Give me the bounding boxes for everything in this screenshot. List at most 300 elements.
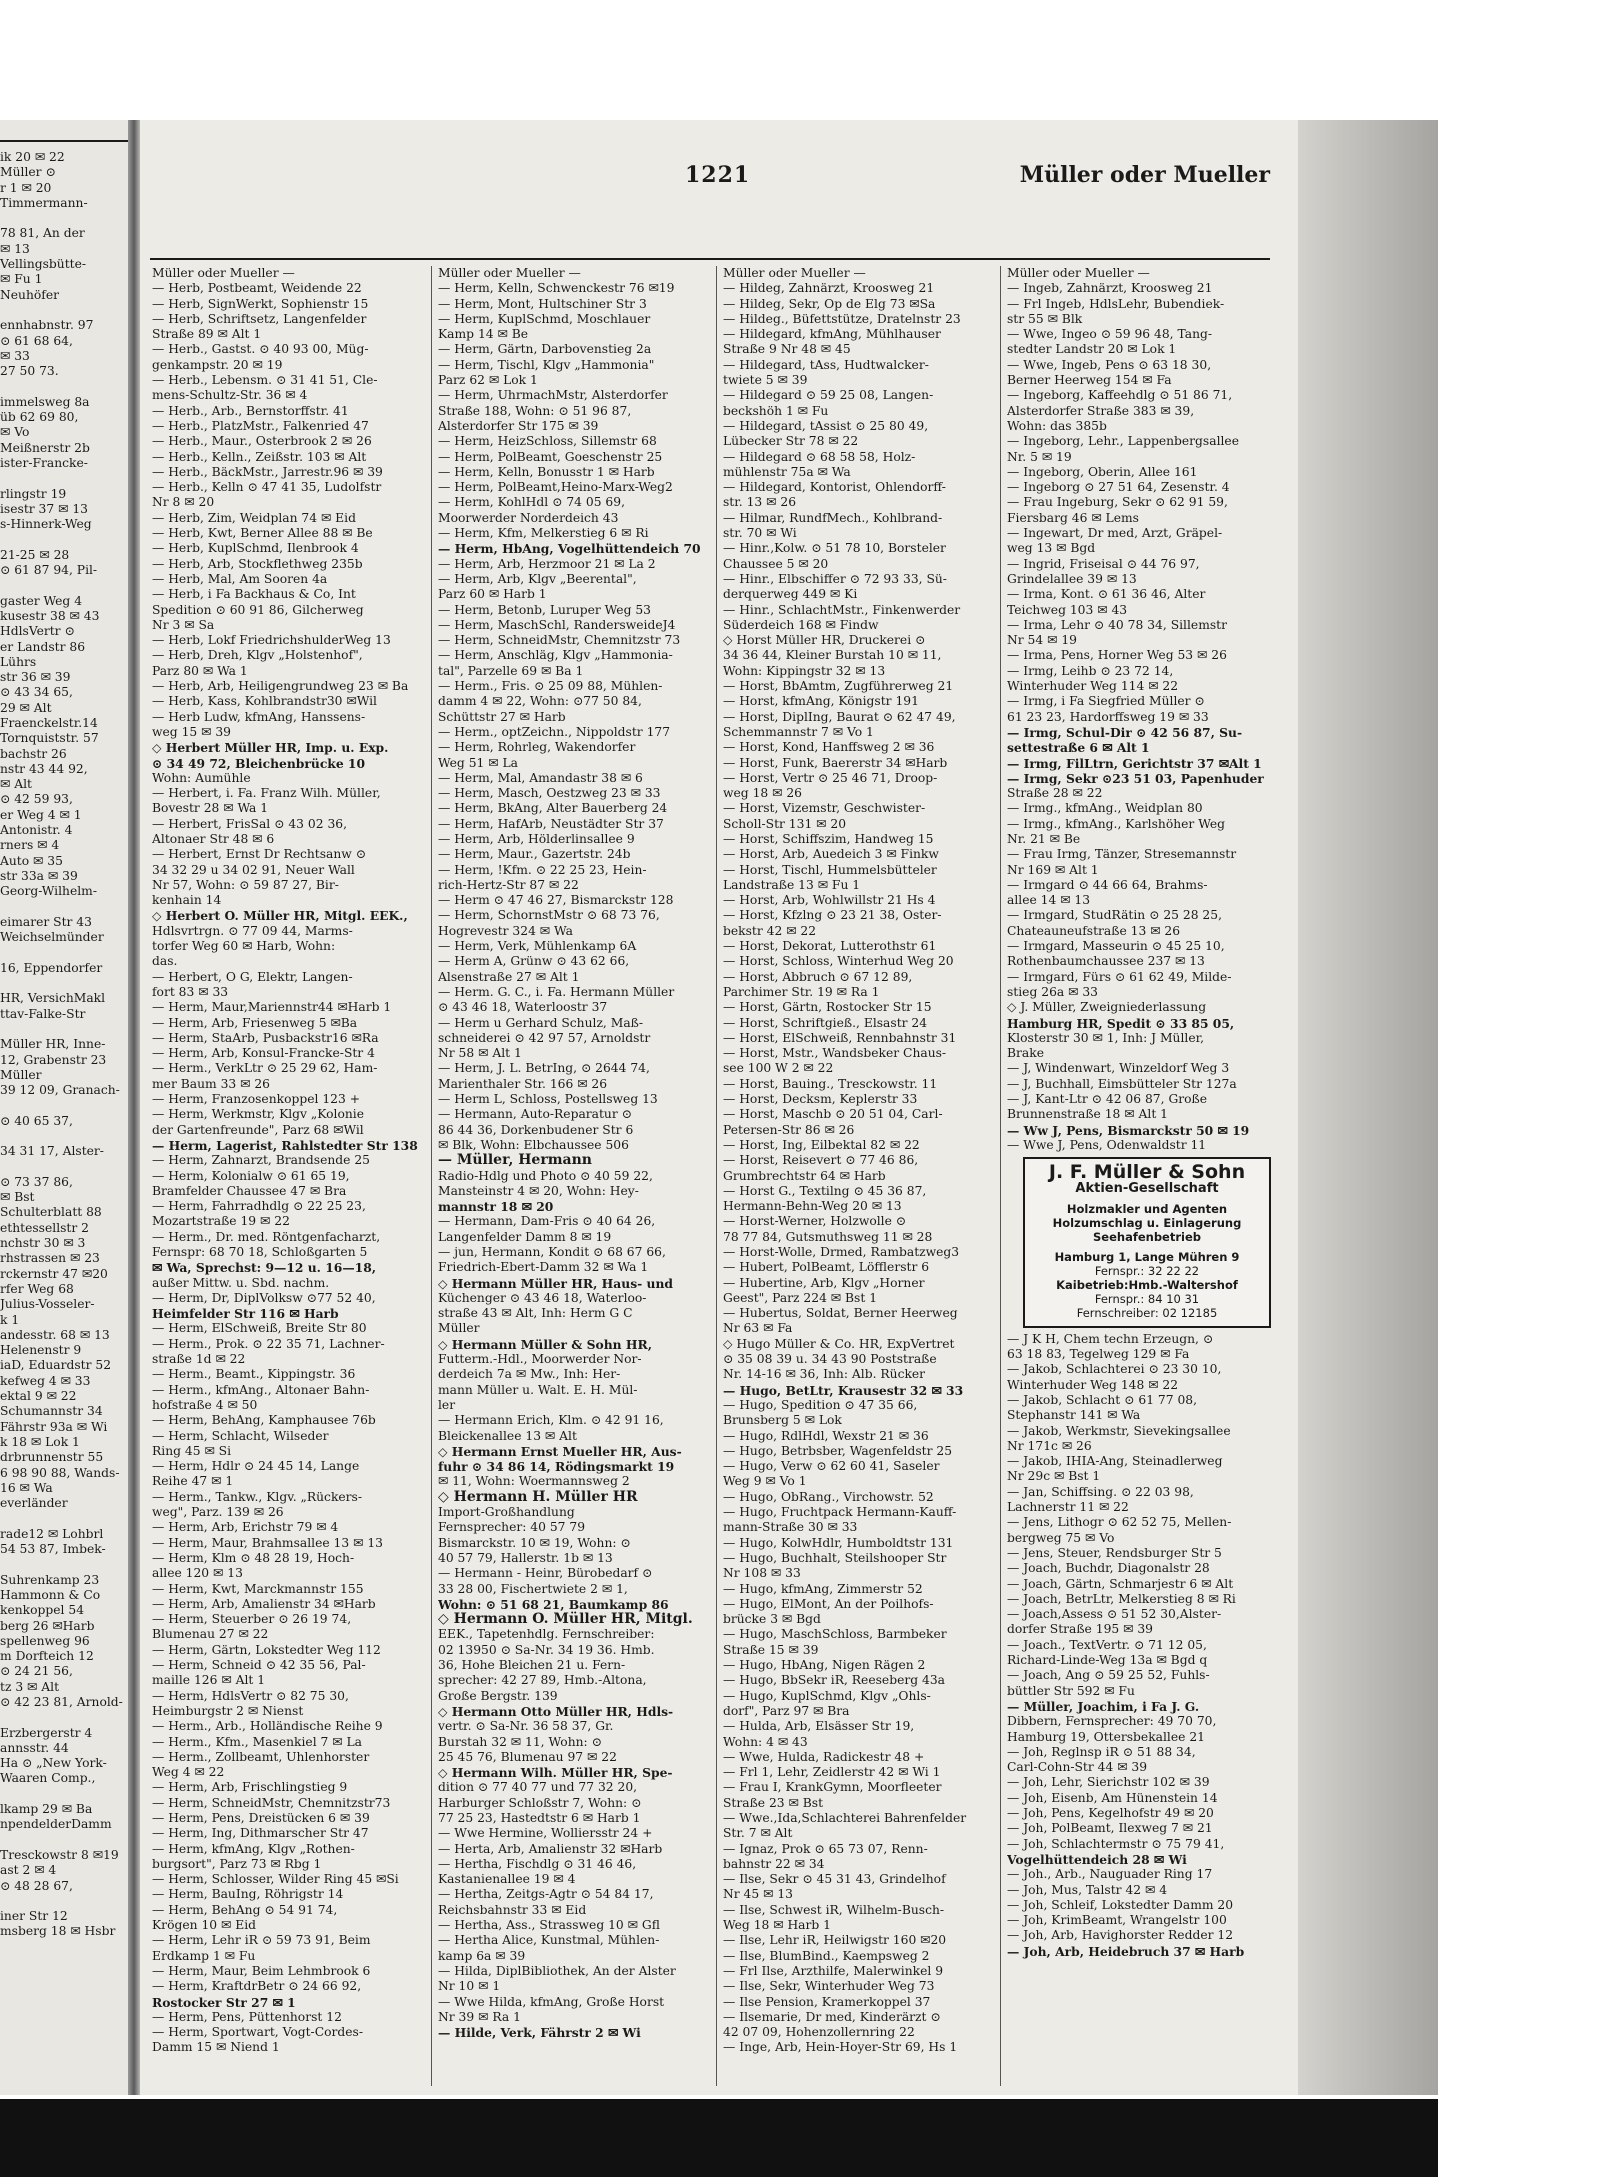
directory-entry-line: — Horst, kfmAng, Königstr 191 xyxy=(723,694,919,709)
facing-page-line: drbrunnenstr 55 xyxy=(0,1450,104,1465)
directory-entry-line: — Horst, ElSchweiß, Rennbahnstr 31 xyxy=(723,1030,957,1045)
directory-entry-line: Nr 58 ✉ Alt 1 xyxy=(438,1046,522,1061)
directory-entry-line: Straße 188, Wohn: ⊙ 51 96 87, xyxy=(438,403,632,418)
facing-page-line xyxy=(0,1511,128,1526)
directory-entry-line: — Herm, Betonb, Luruper Weg 53 xyxy=(438,602,651,617)
directory-entry-line: — Herm., Prok. ⊙ 22 35 71, Lachner- xyxy=(152,1336,385,1351)
column-divider xyxy=(1000,266,1001,2086)
directory-entry-line: — Horst, Tischl, Hummelsbütteler xyxy=(723,862,937,877)
directory-entry-line: — Müller, Joachim, i Fa J. G. xyxy=(1007,1698,1200,1714)
directory-entry-line: Chateauneufstraße 13 ✉ 26 xyxy=(1007,923,1181,938)
directory-entry-line: — Herm, !Kfm. ⊙ 22 25 23, Hein- xyxy=(438,862,647,877)
facing-page-line: ektal 9 ✉ 22 xyxy=(0,1389,77,1404)
directory-entry-line: — Herm, Tischl, Klgv „Hammonia" xyxy=(438,357,655,372)
directory-entry-line: settestraße 6 ✉ Alt 1 xyxy=(1007,740,1150,756)
directory-entry-line: — Herm., Arb., Holländische Reihe 9 xyxy=(152,1719,383,1734)
directory-entry-line: torfer Weg 60 ✉ Harb, Wohn: xyxy=(152,939,336,954)
directory-entry-line: straße 1d ✉ 22 xyxy=(152,1352,246,1367)
directory-entry-line: — Herb, Kass, Kohlbrandstr30 ✉Wil xyxy=(152,694,377,709)
directory-entry-line: Alsterdorfer Str 175 ✉ 39 xyxy=(438,418,599,433)
directory-entry-line: Krögen 10 ✉ Eid xyxy=(152,1918,256,1933)
directory-entry-line: Nr 45 ✉ 13 xyxy=(723,1887,793,1902)
directory-entry-line: — Irmg., kfmAng., Weidplan 80 xyxy=(1007,801,1203,816)
facing-page-line: r 1 ✉ 20 xyxy=(0,180,52,195)
directory-entry-line: — Hildegard, tAss, Hudtwalcker- xyxy=(723,357,929,372)
directory-entry-line: 61 23 23, Hardorffsweg 19 ✉ 33 xyxy=(1007,709,1209,724)
facing-page-line: ⊙ 48 28 67, xyxy=(0,1878,73,1893)
directory-entry-line: — Herm, UhrmachMstr, Alsterdorfer xyxy=(438,388,668,403)
directory-entry-line: Brake xyxy=(1007,1046,1044,1061)
directory-entry-line: — Herb., Maur., Osterbrook 2 ✉ 26 xyxy=(152,434,372,449)
directory-entry-line: — Herm, Anschläg, Klgv „Hammonia- xyxy=(438,648,673,663)
directory-entry-line: Nr. 5 ✉ 19 xyxy=(1007,449,1072,464)
facing-page-line: Auto ✉ 35 xyxy=(0,853,63,868)
directory-entry-line: — Hildegard, Kontorist, Ohlendorff- xyxy=(723,480,946,495)
directory-entry-line: ◇ Hermann H. Müller HR xyxy=(438,1488,638,1505)
directory-entry-line: Nr 171c ✉ 26 xyxy=(1007,1438,1092,1453)
directory-entry-line: — Horst-Wolle, Drmed, Rambatzweg3 xyxy=(723,1245,960,1259)
directory-entry-line: — Herb, Zim, Weidplan 74 ✉ Eid xyxy=(152,510,356,525)
directory-entry-line: Weg 51 ✉ La xyxy=(438,755,518,770)
directory-entry-line: — Herm, Rohrleg, Wakendorfer xyxy=(438,740,636,755)
facing-page-line: s-Hinnerk-Weg xyxy=(0,517,92,532)
facing-page-line: ✉ Vo xyxy=(0,425,30,440)
directory-entry-line: Reihe 47 ✉ 1 xyxy=(152,1474,234,1489)
directory-entry-line: — Herm, Kelln, Schwenckestr 76 ✉19 xyxy=(438,281,675,296)
directory-entry-line: — Herm u Gerhard Schulz, Maß- xyxy=(438,1015,644,1030)
directory-entry-line: — Herm, Kolonialw ⊙ 61 65 19, xyxy=(152,1168,350,1183)
directory-entry-line: ✉ 11, Wohn: Woermannsweg 2 xyxy=(438,1474,630,1489)
ad-telex: Fernschreiber: 02 12185 xyxy=(1076,1305,1218,1320)
facing-page-line: immelsweg 8a xyxy=(0,394,90,409)
directory-entry-line: Wohn: 4 ✉ 43 xyxy=(723,1734,808,1749)
directory-entry-line: Hermann-Behn-Weg 20 ✉ 13 xyxy=(723,1199,902,1214)
facing-page-line: 54 53 87, Imbek- xyxy=(0,1542,106,1557)
directory-entry-line: — Hugo, BbSekr iR, Reeseberg 43a xyxy=(723,1673,945,1688)
directory-entry-line: Erdkamp 1 ✉ Fu xyxy=(152,1948,256,1963)
directory-entry-line: ⊙ 35 08 39 u. 34 43 90 Poststraße xyxy=(723,1352,937,1367)
directory-entry-line: das. xyxy=(152,954,178,969)
facing-page-line: Antonistr. 4 xyxy=(0,823,73,838)
directory-entry-line: — Horst, Schiffszim, Handweg 15 xyxy=(723,831,934,846)
directory-entry-line: — Horst-Werner, Holzwolle ⊙ xyxy=(723,1214,907,1229)
facing-page-line: ister-Francke- xyxy=(0,455,88,470)
directory-entry-line: — Horst, Kond, Hanffsweg 2 ✉ 36 xyxy=(723,740,935,755)
directory-entry-line: — Hildegard, tAssist ⊙ 25 80 49, xyxy=(723,418,929,433)
directory-entry-line: Altonaer Str 48 ✉ 6 xyxy=(152,831,275,846)
directory-entry-line: Stephanstr 141 ✉ Wa xyxy=(1007,1408,1141,1423)
directory-entry-line: see 100 W 2 ✉ 22 xyxy=(723,1061,834,1076)
directory-entry-line: Wohn: ⊙ 51 68 21, Baumkamp 86 xyxy=(438,1596,669,1612)
facing-page-line: ⊙ 40 65 37, xyxy=(0,1113,73,1128)
directory-entry-line: — Hildegard ⊙ 59 25 08, Langen- xyxy=(723,388,934,403)
directory-entry-line: — Herb., Kelln., Zeißstr. 103 ✉ Alt xyxy=(152,449,367,464)
directory-entry-line: Nr 63 ✉ Fa xyxy=(723,1321,793,1336)
directory-entry-line: — Horst, Bauing., Tresckowstr. 11 xyxy=(723,1076,938,1091)
directory-entry-line: mann-Straße 30 ✉ 33 xyxy=(723,1520,858,1535)
book-gutter xyxy=(128,120,140,2095)
directory-entry-line: Nr 10 ✉ 1 xyxy=(438,1979,501,1994)
facing-page-line: bachstr 26 xyxy=(0,746,67,761)
directory-entry-line: derquerweg 449 ✉ Ki xyxy=(723,587,858,602)
directory-entry-line: — Hugo, MaschSchloss, Barmbeker xyxy=(723,1627,947,1642)
directory-entry-line: Kamp 14 ✉ Be xyxy=(438,327,529,342)
facing-page-line: Meißnerstr 2b xyxy=(0,440,90,455)
directory-entry-line: 40 57 79, Hallerstr. 1b ✉ 13 xyxy=(438,1550,613,1565)
directory-entry-line: Bramfelder Chaussee 47 ✉ Bra xyxy=(152,1183,347,1198)
directory-entry-line: — Herm., optZeichn., Nippoldstr 177 xyxy=(438,724,671,739)
directory-entry-line: — Jan, Schiffsing. ⊙ 22 03 98, xyxy=(1007,1484,1194,1499)
directory-entry-line: ◇ Hermann Müller HR, Haus- und xyxy=(438,1275,673,1291)
directory-entry-line: — Hugo, Verw ⊙ 62 60 41, Saseler xyxy=(723,1459,940,1474)
facing-page-line: Waaren Comp., xyxy=(0,1771,96,1786)
directory-entry-line: Nr 29c ✉ Bst 1 xyxy=(1007,1469,1101,1484)
directory-entry-line: — Joh., Arb., Nauguader Ring 17 xyxy=(1007,1867,1213,1882)
facing-page-line: Weichselmünder xyxy=(0,930,104,945)
facing-page-line: ast 2 ✉ 4 xyxy=(0,1863,57,1878)
facing-page-line: ⊙ 24 21 56, xyxy=(0,1664,73,1679)
directory-entry-line: 33 28 00, Fischertwiete 2 ✉ 1, xyxy=(438,1581,628,1596)
directory-column-3 xyxy=(723,266,995,2086)
facing-page-line: annsstr. 44 xyxy=(0,1740,69,1755)
facing-page-line: Müller xyxy=(0,1067,42,1082)
directory-entry-line: — Irma, Kont. ⊙ 61 36 46, Alter xyxy=(1007,587,1206,602)
facing-page-line: ethtessellstr 2 xyxy=(0,1220,89,1235)
directory-entry-line: — Herb., Kelln ⊙ 47 41 35, Ludolfstr xyxy=(152,480,382,495)
directory-entry-line: — Ingeborg, Oberin, Allee 161 xyxy=(1007,464,1198,479)
directory-entry-line: — Herb., PlatzMstr., Falkenried 47 xyxy=(152,418,369,433)
directory-entry-line: — Ingrid, Friseisal ⊙ 44 76 97, xyxy=(1007,556,1200,571)
facing-page-line: Timmermann- xyxy=(0,195,88,210)
facing-page-line: ⊙ 43 34 65, xyxy=(0,685,73,700)
directory-entry-line: allee 14 ✉ 13 xyxy=(1007,893,1091,908)
directory-entry-line: — Hinr., Elbschiffer ⊙ 72 93 33, Sü- xyxy=(723,571,947,586)
ad-title: J. F. Müller & Sohn xyxy=(1048,1161,1246,1184)
ad-line: Holzumschlag u. Einlagerung xyxy=(1052,1215,1242,1230)
directory-entry-line: bekstr 42 ✉ 22 xyxy=(723,923,817,938)
directory-entry-line: — Herm, Maur,Mariennstr44 ✉Harb 1 xyxy=(152,1000,392,1015)
directory-entry-line: — Hugo, Buchhalt, Steilshooper Str xyxy=(723,1550,947,1565)
directory-entry-line: — Herm, Pens, Dreistücken 6 ✉ 39 xyxy=(152,1810,370,1825)
directory-entry-line: — Herm., VerkLtr ⊙ 25 29 62, Ham- xyxy=(152,1061,378,1076)
directory-entry-line: Alsenstraße 27 ✉ Alt 1 xyxy=(438,969,580,984)
directory-entry-line: — Ilse, BlumBind., Kaempsweg 2 xyxy=(723,1948,930,1963)
facing-page-line xyxy=(0,379,128,394)
directory-entry-line: — Hugo, RdlHdl, Wexstr 21 ✉ 36 xyxy=(723,1428,929,1443)
directory-entry-line: stedter Landstr 20 ✉ Lok 1 xyxy=(1007,342,1177,357)
directory-entry-line: — Herm, BehAng, Kamphausee 76b xyxy=(152,1413,376,1428)
directory-entry-line: str 55 ✉ Blk xyxy=(1007,311,1083,326)
directory-entry-line: Weg 9 ✉ Vo 1 xyxy=(723,1474,807,1489)
directory-entry-line: Alsterdorfer Straße 383 ✉ 39, xyxy=(1007,403,1195,418)
directory-entry-line: str. 13 ✉ 26 xyxy=(723,495,797,510)
directory-entry-line: — Herm, Franzosenkoppel 123 + xyxy=(152,1092,361,1107)
directory-entry-line: — Herm, Arb, Frischlingstieg 9 xyxy=(152,1780,348,1795)
directory-entry-line: Reichsbahnstr 33 ✉ Eid xyxy=(438,1902,587,1917)
facing-page-line: tz 3 ✉ Alt xyxy=(0,1679,60,1694)
directory-entry-line: — Herm, PolBeamt, Goeschenstr 25 xyxy=(438,449,663,464)
directory-entry-line: — Herm, HbAng, Vogelhüttendeich 70 xyxy=(438,541,701,557)
directory-entry-line: — Herm, SchornstMstr ⊙ 68 73 76, xyxy=(438,908,660,923)
directory-entry-line: — Herm, Masch, Oestzweg 23 ✉ 33 xyxy=(438,786,661,801)
directory-entry-line: Vogelhüttendeich 28 ✉ Wi xyxy=(1007,1851,1187,1867)
directory-entry-line: — Ilse, Lehr iR, Heilwigstr 160 ✉20 xyxy=(723,1933,947,1948)
directory-entry-line: — Herm, Arb, Hölderlinsallee 9 xyxy=(438,831,635,846)
directory-entry-line: hofstraße 4 ✉ 50 xyxy=(152,1397,258,1412)
directory-entry-line: — Herm, Ing, Dithmarscher Str 47 xyxy=(152,1826,369,1841)
directory-entry-line: — Herm. G. C., i. Fa. Hermann Müller xyxy=(438,984,675,999)
directory-entry-line: weg 18 ✉ 26 xyxy=(723,786,802,801)
directory-entry-line: Parz 60 ✉ Harb 1 xyxy=(438,587,547,602)
facing-page-line: iaD, Eduardstr 52 xyxy=(0,1358,112,1373)
directory-entry-line: — Hertha, Ass., Strassweg 10 ✉ Gfl xyxy=(438,1918,660,1933)
directory-entry-line: — Irmg, FilLtrn, Gerichtstr 37 ✉Alt 1 xyxy=(1007,755,1262,771)
ad-address: Hamburg 1, Lange Mühren 9 xyxy=(1054,1249,1240,1264)
facing-page-line: 39 12 09, Granach- xyxy=(0,1083,120,1098)
directory-entry-line: — Herm, MaschSchl, RandersweideJ4 xyxy=(438,617,676,632)
directory-entry-line: — Hermann, Auto-Reparatur ⊙ xyxy=(438,1107,632,1122)
directory-entry-line: — Hildeg., Büfettstütze, Dratelnstr 23 xyxy=(723,311,961,326)
directory-entry-line: — Herm., Fris. ⊙ 25 09 88, Mühlen- xyxy=(438,679,663,694)
directory-entry-line: — Hilmar, RundfMech., Kohlbrand- xyxy=(723,510,943,525)
directory-entry-line: — Herb, Schriftsetz, Langenfelder xyxy=(152,311,367,326)
directory-entry-line: beckshöh 1 ✉ Fu xyxy=(723,403,829,418)
directory-entry-line: — Herm, Mont, Hultschiner Str 3 xyxy=(438,296,647,311)
directory-entry-line: Hamburg HR, Spedit ⊙ 33 85 05, xyxy=(1007,1015,1235,1031)
directory-entry-line: — Herm A, Grünw ⊙ 43 62 66, xyxy=(438,954,630,969)
directory-entry-line: ler xyxy=(438,1397,456,1412)
directory-entry-line: — Irmg, i Fa Siegfried Müller ⊙ xyxy=(1007,694,1205,709)
scan-bottom-border xyxy=(0,2099,1438,2177)
directory-entry-line: — Irmg, Schul-Dir ⊙ 42 56 87, Su- xyxy=(1007,724,1243,740)
directory-entry-line: der Gartenfreunde", Parz 68 ✉Wil xyxy=(152,1122,364,1137)
directory-entry-line: — Herbert, FrisSal ⊙ 43 02 36, xyxy=(152,816,348,831)
directory-entry-line: — Horst, Vertr ⊙ 25 46 71, Droop- xyxy=(723,770,938,785)
directory-entry-line: fort 83 ✉ 33 xyxy=(152,984,229,999)
directory-entry-line: Parz 80 ✉ Wa 1 xyxy=(152,663,248,678)
facing-page-line xyxy=(0,578,128,593)
facing-page-line: Müller ⊙ xyxy=(0,165,56,180)
directory-entry-line: — Joach., TextVertr. ⊙ 71 12 05, xyxy=(1007,1637,1207,1652)
facing-page-line xyxy=(0,471,128,486)
facing-page-line: ✉ 33 xyxy=(0,348,30,363)
directory-entry-line: Nr 39 ✉ Ra 1 xyxy=(438,2009,521,2024)
directory-entry-line: — Joh, Arb, Heidebruch 37 ✉ Harb xyxy=(1007,1943,1245,1959)
facing-page-line: Julius-Vosseler- xyxy=(0,1297,95,1312)
directory-entry-line: — Herm, Kfm, Melkerstieg 6 ✉ Ri xyxy=(438,526,649,541)
directory-entry-line: ◇ J. Müller, Zweigniederlassung xyxy=(1007,1000,1207,1015)
directory-entry-line: — Herm, kfmAng, Klgv „Rothen- xyxy=(152,1841,355,1856)
directory-entry-line: ◇ Hermann Müller & Sohn HR, xyxy=(438,1336,653,1352)
directory-entry-line: mannstr 18 ✉ 20 xyxy=(438,1199,554,1215)
directory-entry-line: — Herm, Verk, Mühlenkamp 6A xyxy=(438,939,637,954)
directory-entry-line: — Joach, BetrLtr, Melkerstieg 8 ✉ Ri xyxy=(1007,1591,1236,1606)
facing-page-line xyxy=(0,1833,128,1848)
directory-entry-line: — Herb, KuplSchmd, Ilenbrook 4 xyxy=(152,541,359,556)
directory-entry-line: Nr 57, Wohn: ⊙ 59 87 27, Bir- xyxy=(152,877,339,892)
facing-page-line: m Dorfteich 12 xyxy=(0,1649,94,1664)
directory-entry-line: — Jens, Steuer, Rendsburger Str 5 xyxy=(1007,1545,1222,1560)
directory-entry-line: büttler Str 592 ✉ Fu xyxy=(1007,1683,1135,1698)
directory-entry-line: — Wwe.,Ida,Schlachterei Bahrenfelder xyxy=(723,1810,967,1825)
directory-entry-line: — Irmg., kfmAng., Karlshöher Weg xyxy=(1007,816,1225,831)
directory-entry-line: — Joach, Buchdr, Diagonalstr 28 xyxy=(1007,1561,1210,1576)
directory-entry-line: — Herm, Sportwart, Vogt-Cordes- xyxy=(152,2025,364,2040)
ad-branch: Kaibetrieb:Hmb.-Waltershof xyxy=(1056,1277,1238,1292)
facing-page-line: Helenenstr 9 xyxy=(0,1343,82,1358)
directory-entry-line: — Horst, Reisevert ⊙ 77 46 86, xyxy=(723,1153,919,1168)
directory-entry-line: — Herm, Arb, Herzmoor 21 ✉ La 2 xyxy=(438,556,656,571)
directory-entry-line: Scholl-Str 131 ✉ 20 xyxy=(723,816,847,831)
directory-entry-line: — Herb, SignWerkt, Sophienstr 15 xyxy=(152,296,369,311)
directory-entry-line: Teichweg 103 ✉ 43 xyxy=(1007,602,1128,617)
facing-page-line: ik 20 ✉ 22 xyxy=(0,150,65,164)
facing-page-line: k 1 xyxy=(0,1312,20,1327)
directory-entry-line: Süderdeich 168 ✉ Findw xyxy=(723,617,879,632)
directory-entry-line: — Müller, Hermann xyxy=(438,1152,592,1169)
directory-entry-line: — Herb, Postbeamt, Weidende 22 xyxy=(152,281,362,296)
directory-entry-line: 34 36 44, Kleiner Burstah 10 ✉ 11, xyxy=(723,648,942,663)
directory-entry-line: — Herb, Lokf FriedrichshulderWeg 13 xyxy=(152,633,391,648)
directory-entry-line: — Ingeborg, Lehr., Lappenbergsallee xyxy=(1007,434,1239,449)
directory-entry-line: — Ingeborg ⊙ 27 51 64, Zesenstr. 4 xyxy=(1007,480,1230,495)
facing-page-line: lkamp 29 ✉ Ba xyxy=(0,1802,93,1817)
directory-entry-line: Fiersbarg 46 ✉ Lems xyxy=(1007,510,1139,525)
directory-entry-line: mens-Schultz-Str. 36 ✉ 4 xyxy=(152,388,308,403)
directory-entry-line: Nr 108 ✉ 33 xyxy=(723,1566,801,1581)
directory-entry-line: ◇ Hermann Wilh. Müller HR, Spe- xyxy=(438,1765,673,1781)
directory-entry-line: — Ignaz, Prok ⊙ 65 73 07, Renn- xyxy=(723,1841,928,1856)
directory-entry-line: — Herm, Arb, Friesenweg 5 ✉Ba xyxy=(152,1015,358,1030)
directory-entry-line: — Ilsemarie, Dr med, Kinderärzt ⊙ xyxy=(723,2009,941,2024)
facing-page-line: nchstr 30 ✉ 3 xyxy=(0,1236,86,1251)
facing-page-line: Müller HR, Inne- xyxy=(0,1037,106,1052)
facing-page-line: kenkoppel 54 xyxy=(0,1603,85,1618)
facing-page-line: Schulterblatt 88 xyxy=(0,1205,102,1220)
facing-page-line: ✉ 13 xyxy=(0,241,30,256)
ad-phone: Fernspr.: 32 22 22 xyxy=(1094,1263,1200,1278)
directory-entry-line: mann Müller u. Walt. E. H. Mül- xyxy=(438,1382,638,1397)
directory-entry-line: — Hertha, Fischdlg ⊙ 31 46 46, xyxy=(438,1856,637,1871)
facing-page-line: Hammonn & Co xyxy=(0,1587,101,1602)
directory-entry-line: burgsort", Parz 73 ✉ Rbg 1 xyxy=(152,1856,322,1871)
facing-page-line: ttav-Falke-Str xyxy=(0,1006,86,1021)
directory-entry-line: — Ingeb, Zahnärzt, Kroosweg 21 xyxy=(1007,281,1213,296)
directory-entry-line: mer Baum 33 ✉ 26 xyxy=(152,1076,270,1091)
directory-entry-line: Wohn: Aumühle xyxy=(152,770,251,785)
facing-page-line: üb 62 69 80, xyxy=(0,410,79,425)
directory-entry-line: — Herm, Kwt, Marckmannstr 155 xyxy=(152,1581,364,1596)
directory-entry-line: — Frau Irmg, Tänzer, Stresemannstr xyxy=(1007,847,1237,862)
directory-entry-line: Nr. 14-16 ✉ 36, Inh: Alb. Rücker xyxy=(723,1367,926,1382)
directory-entry-line: — Joach, Ang ⊙ 59 25 52, Fuhls- xyxy=(1007,1668,1210,1683)
facing-page-line: ⊙ 61 68 64, xyxy=(0,333,73,348)
directory-entry-line: — Hugo, Fruchtpack Hermann-Kauff- xyxy=(723,1505,957,1520)
facing-page-line xyxy=(0,945,128,960)
directory-entry-line: — Ilse, Sekr, Winterhuder Weg 73 xyxy=(723,1979,935,1994)
directory-entry-line: kamp 6a ✉ 39 xyxy=(438,1948,526,1963)
directory-entry-line: — Herb., Lebensm. ⊙ 31 41 51, Cle- xyxy=(152,373,378,388)
directory-entry-line: — Wwe, Ingeb, Pens ⊙ 63 18 30, xyxy=(1007,357,1212,372)
directory-entry-line: — Hulda, Arb, Elsässer Str 19, xyxy=(723,1719,915,1734)
directory-entry-line: — Irma, Pens, Horner Weg 53 ✉ 26 xyxy=(1007,648,1227,663)
directory-entry-line: — Herm., Kfm., Masenkiel 7 ✉ La xyxy=(152,1734,362,1749)
directory-entry-line: ◇ Hermann Otto Müller HR, Hdls- xyxy=(438,1703,674,1719)
directory-entry-line: — Hermann - Heinr, Bürobedarf ⊙ xyxy=(438,1566,653,1581)
column-divider xyxy=(431,266,432,2086)
directory-entry-line: — Herm., Tankw., Klgv. „Rückers- xyxy=(152,1489,363,1504)
directory-entry-line: — Hinr., SchlachtMstr., Finkenwerder xyxy=(723,602,961,617)
directory-entry-line: Berner Heerweg 154 ✉ Fa xyxy=(1007,373,1172,388)
facing-page-line: ✉ Alt xyxy=(0,777,32,792)
directory-entry-line: Bismarckstr. 10 ✉ 19, Wohn: ⊙ xyxy=(438,1535,631,1550)
directory-entry-line: twiete 5 ✉ 39 xyxy=(723,373,808,388)
directory-entry-line: Müller xyxy=(438,1321,480,1336)
directory-entry-line: — Horst, Kfzlng ⊙ 23 21 38, Oster- xyxy=(723,908,942,923)
directory-entry-line: — Herb, Mal, Am Sooren 4a xyxy=(152,571,328,586)
directory-entry-line: Straße 28 ✉ 22 xyxy=(1007,786,1103,801)
directory-entry-line: — J, Buchhall, Eimsbütteler Str 127a xyxy=(1007,1076,1237,1091)
running-head: Müller oder Mueller xyxy=(1019,162,1270,188)
directory-entry-line: — Herm ⊙ 47 46 27, Bismarckstr 128 xyxy=(438,893,674,908)
directory-entry-line: — Herm, Maur, Beim Lehmbrook 6 xyxy=(152,1963,371,1978)
directory-entry-line: Blumenau 27 ✉ 22 xyxy=(152,1627,269,1642)
directory-entry-line: ◇ Hermann Ernst Mueller HR, Aus- xyxy=(438,1443,682,1459)
directory-entry-line: — Herm, Schlosser, Wilder Ring 45 ✉Si xyxy=(152,1872,399,1887)
directory-entry-line: — Jakob, IHIA-Ang, Steinadlerweg xyxy=(1007,1454,1223,1469)
facing-page-line: Schumannstr 34 xyxy=(0,1404,103,1419)
directory-entry-line: Straße 23 ✉ Bst xyxy=(723,1795,824,1810)
directory-entry-line: — Joh, Mus, Talstr 42 ✉ 4 xyxy=(1007,1882,1168,1897)
facing-page-line: rlingstr 19 xyxy=(0,486,67,501)
directory-entry-line: — Herm, Fahrradhdlg ⊙ 22 25 23, xyxy=(152,1199,366,1214)
directory-entry-line: Geest", Parz 224 ✉ Bst 1 xyxy=(723,1290,878,1305)
directory-entry-line: Harburger Schloßstr 7, Wohn: ⊙ xyxy=(438,1795,642,1810)
directory-column-4 xyxy=(1007,266,1279,2086)
directory-entry-line: Friedrich-Ebert-Damm 32 ✉ Wa 1 xyxy=(438,1260,649,1275)
directory-entry-line: Mozartstraße 19 ✉ 22 xyxy=(152,1214,290,1229)
directory-entry-line: — Hugo, Betrbsber, Wagenfeldstr 25 xyxy=(723,1443,953,1458)
directory-entry-line: — Hugo, KuplSchmd, Klgv „Ohls- xyxy=(723,1688,931,1703)
directory-entry-line: Hamburg 19, Ottersbekallee 21 xyxy=(1007,1729,1205,1744)
facing-page-line: Fraenckelstr.14 xyxy=(0,715,98,730)
directory-entry-line: — Wwe J, Pens, Odenwaldstr 11 xyxy=(1007,1137,1207,1152)
directory-entry-line: Str. 7 ✉ Alt xyxy=(723,1826,793,1841)
directory-entry-line: — Hildegard ⊙ 68 58 58, Holz- xyxy=(723,449,916,464)
facing-page-line: ⊙ 42 59 93, xyxy=(0,792,73,807)
directory-entry-line: Landstraße 13 ✉ Fu 1 xyxy=(723,877,861,892)
directory-entry-line: Richard-Linde-Weg 13a ✉ Bgd q xyxy=(1007,1653,1208,1668)
facing-page-line: 29 ✉ Alt xyxy=(0,700,52,715)
directory-entry-line: — Jakob, Schlachterei ⊙ 23 30 10, xyxy=(1007,1362,1222,1377)
directory-entry-line: — Herm, HdlsVertr ⊙ 82 75 30, xyxy=(152,1688,349,1703)
directory-entry-line: Fernsprecher: 40 57 79 xyxy=(438,1520,586,1535)
directory-entry-line: — Hugo, ElMont, An der Poilhofs- xyxy=(723,1596,934,1611)
directory-entry-line: — Herb, Arb, Stockflethweg 235b xyxy=(152,556,363,571)
directory-entry-line: 34 32 29 u 34 02 91, Neuer Wall xyxy=(152,862,355,877)
facing-page-line xyxy=(0,900,128,915)
facing-page-line: andesstr. 68 ✉ 13 xyxy=(0,1327,110,1342)
facing-page-line: 6 98 90 88, Wands- xyxy=(0,1465,120,1480)
directory-entry-line: — Hugo, Spedition ⊙ 47 35 66, xyxy=(723,1397,918,1412)
facing-page-line xyxy=(0,1787,128,1802)
facing-page-line: berg 26 ✉Harb xyxy=(0,1618,95,1633)
directory-entry-line: Straße 15 ✉ 39 xyxy=(723,1642,819,1657)
directory-entry-line: Mansteinstr 4 ✉ 20, Wohn: Hey- xyxy=(438,1183,639,1198)
facing-page-line: k 18 ✉ Lok 1 xyxy=(0,1434,80,1449)
directory-entry-line: Wohn: Kippingstr 32 ✉ 13 xyxy=(723,663,886,678)
facing-page-line: Lührs xyxy=(0,654,37,669)
